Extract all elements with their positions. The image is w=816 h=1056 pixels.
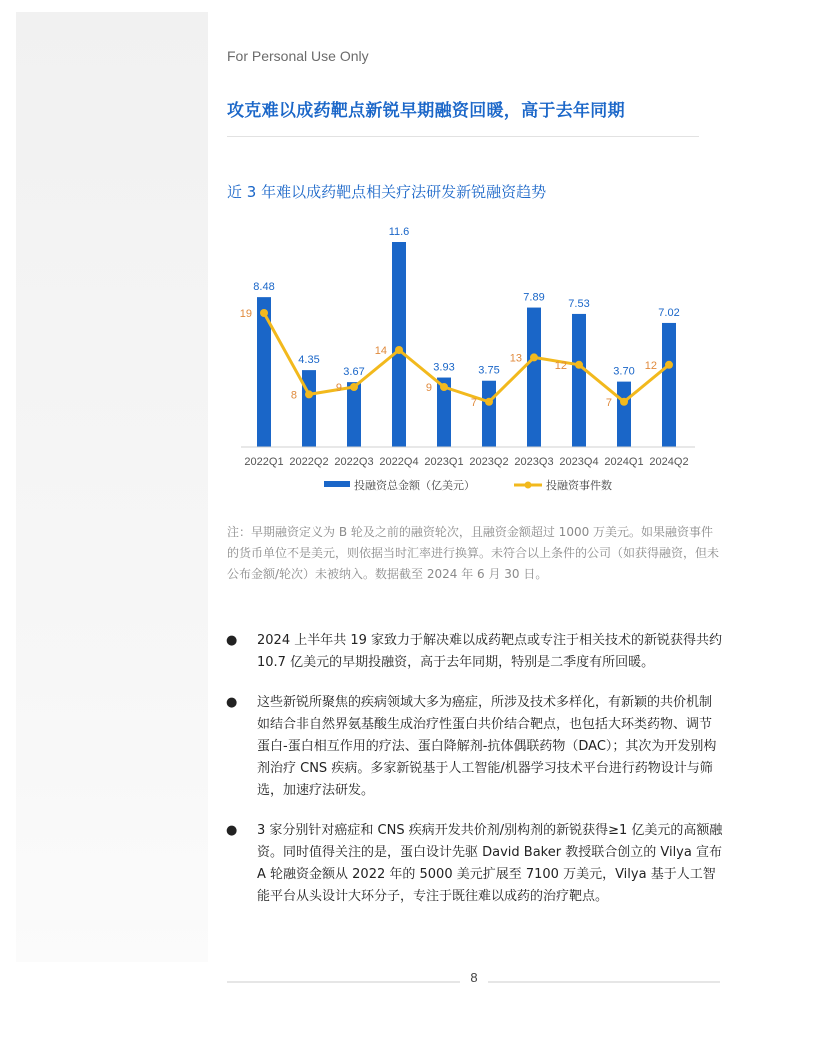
line-value-label: 7 xyxy=(605,396,612,409)
line-value-label: 9 xyxy=(425,382,432,394)
side-band xyxy=(16,12,208,962)
x-tick-label: 2022Q3 xyxy=(334,456,374,468)
bar xyxy=(392,242,406,447)
funding-trend-chart xyxy=(227,215,707,505)
bar xyxy=(347,382,361,447)
x-tick-label: 2022Q1 xyxy=(244,456,284,468)
legend-line-label: 投融资事件数 xyxy=(546,479,612,492)
bar xyxy=(482,381,496,447)
bar-value-label: 7.53 xyxy=(568,297,590,310)
bar-value-label: 3.70 xyxy=(613,365,635,378)
bar-value-label: 8.48 xyxy=(253,281,275,294)
bullet-item xyxy=(226,820,724,908)
bar xyxy=(527,308,541,447)
line-point xyxy=(530,353,538,361)
line-point xyxy=(395,346,403,354)
bullet-item xyxy=(226,692,724,802)
events-line xyxy=(264,313,669,402)
line-point xyxy=(665,361,673,369)
x-tick-label: 2022Q2 xyxy=(289,456,329,468)
bar-value-label: 3.67 xyxy=(343,366,365,379)
line-value-label: 7 xyxy=(470,396,477,409)
legend-bar-swatch xyxy=(324,481,350,487)
section-title: 攻克难以成药靶点新锐早期融资回暖，高于去年同期 xyxy=(227,101,625,121)
line-value-label: 19 xyxy=(239,308,252,320)
line-value-label: 9 xyxy=(335,382,342,394)
x-tick-label: 2023Q1 xyxy=(424,456,464,468)
line-point xyxy=(260,309,268,317)
bar-value-label: 3.75 xyxy=(478,364,500,377)
bar-value-label: 3.93 xyxy=(433,361,455,374)
line-point xyxy=(350,383,358,391)
bullet-item xyxy=(226,630,724,674)
bar xyxy=(572,314,586,447)
line-point xyxy=(620,398,628,406)
bar-value-label: 7.02 xyxy=(658,306,680,319)
bullet-dot: ● xyxy=(226,823,238,838)
bullet-text: 3 家分别针对癌症和 CNS 疾病开发共价剂/别构剂的新锐获得≥1 亿美元的高额融资。同时值得关注的是，蛋白设计先驱 David Baker 教授联合创立的 Vilya 宣布 A 轮融资金额从 2022 年的 5000 美元扩展至 7100 万美元，Vilya 基于人工智能平台从头设计大环分子，专注于既往难以成药的治疗靶点。 xyxy=(257,823,723,904)
bullet-text: 这些新锐所聚焦的疾病领域大多为癌症，所涉及技术多样化，有新颖的共价机制如结合非自然界氨基酸生成治疗性蛋白共价结合靶点，也包括大环类药物、调节蛋白-蛋白相互作用的疗法、蛋白降解剂-抗体偶联药物（DAC）；其次为开发别构剂治疗 CNS 疾病。多家新锐基于人工智能/机器学习技术平台进行药物设计与筛选，加速疗法研发。 xyxy=(257,695,717,798)
bar-value-label: 7.89 xyxy=(523,291,545,304)
footer-rule-left xyxy=(227,981,460,983)
line-value-label: 12 xyxy=(644,359,657,372)
x-tick-label: 2023Q2 xyxy=(469,456,509,468)
bullet-dot: ● xyxy=(226,695,238,710)
x-tick-label: 2023Q3 xyxy=(514,456,554,468)
line-group xyxy=(260,309,673,406)
line-value-label: 14 xyxy=(374,345,387,357)
legend-bar-label: 投融资总金额（亿美元） xyxy=(354,479,475,492)
footer-rule-right xyxy=(488,981,720,983)
x-tick-label: 2024Q1 xyxy=(604,456,644,468)
bars-group xyxy=(257,242,676,447)
x-tick-label: 2022Q4 xyxy=(379,456,419,468)
line-point xyxy=(485,398,493,406)
bullet-dot: ● xyxy=(226,633,238,648)
watermark-tag: For Personal Use Only xyxy=(227,48,369,64)
tick-labels-group xyxy=(244,456,688,468)
legend-line-marker xyxy=(525,482,532,489)
chart-note: 注：早期融资定义为 B 轮及之前的融资轮次，且融资金额超过 1000 万美元。如果融资事件的货币单位不是美元，则依据当时汇率进行换算。未符合以上条件的公司（如获得融资，但未公布金额/轮次）未被纳入。数据截至 2024 年 6 月 30 日。 xyxy=(227,525,720,581)
x-tick-label: 2024Q2 xyxy=(649,456,689,468)
title-divider xyxy=(227,136,699,137)
chart-title: 近 3 年难以成药靶点相关疗法研发新锐融资趋势 xyxy=(227,183,547,201)
line-value-label: 12 xyxy=(554,359,567,372)
line-point xyxy=(440,383,448,391)
line-value-label: 13 xyxy=(509,352,522,365)
bullet-text: 2024 上半年共 19 家致力于解决难以成药靶点或专注于相关技术的新锐获得共约 10.7 亿美元的早期投融资，高于去年同期，特别是二季度有所回暖。 xyxy=(257,633,723,670)
bar xyxy=(662,323,676,447)
bar-value-label: 11.6 xyxy=(388,226,410,238)
line-point xyxy=(305,390,313,398)
line-value-label: 8 xyxy=(290,389,297,402)
x-tick-label: 2023Q4 xyxy=(559,456,599,468)
legend xyxy=(324,478,612,492)
line-point xyxy=(575,361,583,369)
bullet-list xyxy=(226,630,724,926)
bar xyxy=(302,370,316,447)
bar-value-label: 4.35 xyxy=(298,354,320,367)
page-number: 8 xyxy=(470,970,478,985)
bar xyxy=(617,382,631,447)
